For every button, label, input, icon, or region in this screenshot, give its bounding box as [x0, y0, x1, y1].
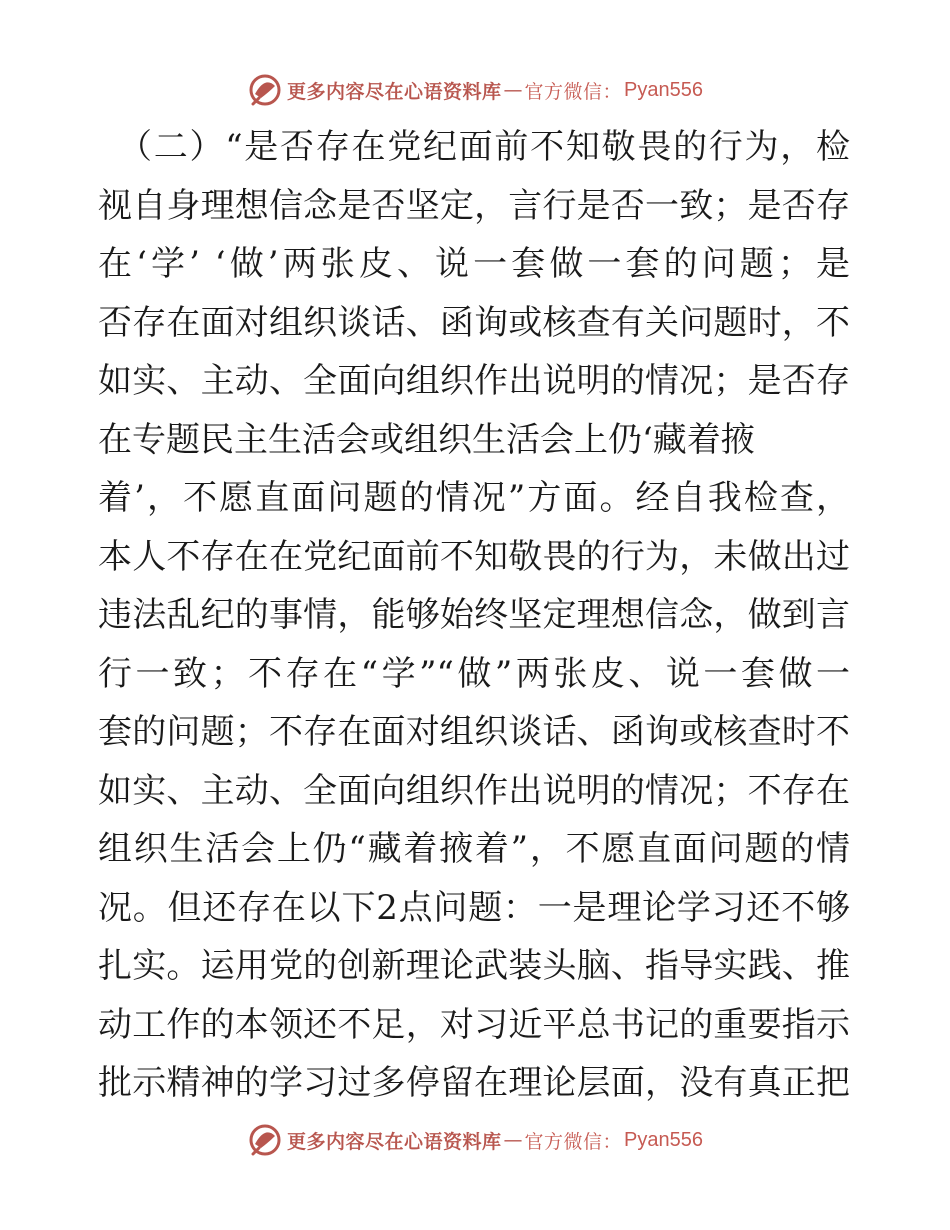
paragraph-line: 扎实。运用党的创新理论武装头脑、指导实践、推 — [98, 946, 850, 986]
paragraph-line: 行一致；不存在“学”“做”两张皮、说一套做一 — [98, 653, 850, 694]
header-watermark — [0, 70, 950, 110]
watermark-text: 更多内容尽在心语资料库 — [287, 1130, 502, 1153]
paragraph-line: 批示精神的学习过多停留在理论层面，没有真正把 — [98, 1063, 850, 1103]
paragraph-line: 如实、主动、全面向组织作出说明的情况；不存在 — [98, 770, 850, 811]
red-swirl-logo-icon — [247, 72, 283, 108]
paragraph-line: 如实、主动、全面向组织作出说明的情况；是否存 — [98, 361, 850, 401]
watermark-separator: — — [503, 1129, 523, 1151]
paragraph-line: 视自身理想信念是否坚定，言行是否一致；是否存 — [98, 185, 850, 226]
paragraph-line: 况。但还存在以下2点问题：一是理论学习还不够 — [98, 887, 850, 928]
footer-watermark — [0, 1120, 950, 1160]
document-body — [98, 118, 850, 1113]
paragraph-line: 本人不存在在党纪面前不知敬畏的行为，未做出过 — [98, 536, 850, 577]
watermark-wechat-id: Pyan556 — [624, 1128, 703, 1151]
paragraph-line: 着’，不愿直面问题的情况”方面。经自我检查， — [98, 478, 850, 518]
paragraph-line: 否存在面对组织谈话、函询或核查有关问题时，不 — [98, 302, 850, 343]
watermark-wechat-id: Pyan556 — [624, 78, 703, 101]
paragraph-line: （二）“是否存在党纪面前不知敬畏的行为，检 — [118, 127, 850, 167]
paragraph-line: 违法乱纪的事情，能够始终坚定理想信念，做到言 — [98, 595, 850, 635]
watermark-text: 更多内容尽在心语资料库 — [287, 80, 502, 103]
paragraph-line: 在专题民主生活会或组织生活会上仍‘藏着掖 — [98, 419, 755, 460]
paragraph-line: 套的问题；不存在面对组织谈话、函询或核查时不 — [98, 712, 850, 752]
paragraph-line: 在‘学’ ‘做’两张皮、说一套做一套的问题；是 — [98, 244, 850, 284]
red-swirl-logo-icon — [247, 1122, 283, 1158]
paragraph-line: 动工作的本领还不足，对习近平总书记的重要指示 — [98, 1004, 850, 1045]
watermark-separator: — — [503, 79, 523, 101]
paragraph-line: 组织生活会上仍“藏着掖着”，不愿直面问题的情 — [98, 829, 850, 869]
watermark-label: 官方微信： — [524, 80, 623, 103]
watermark-label: 官方微信： — [524, 1130, 623, 1153]
